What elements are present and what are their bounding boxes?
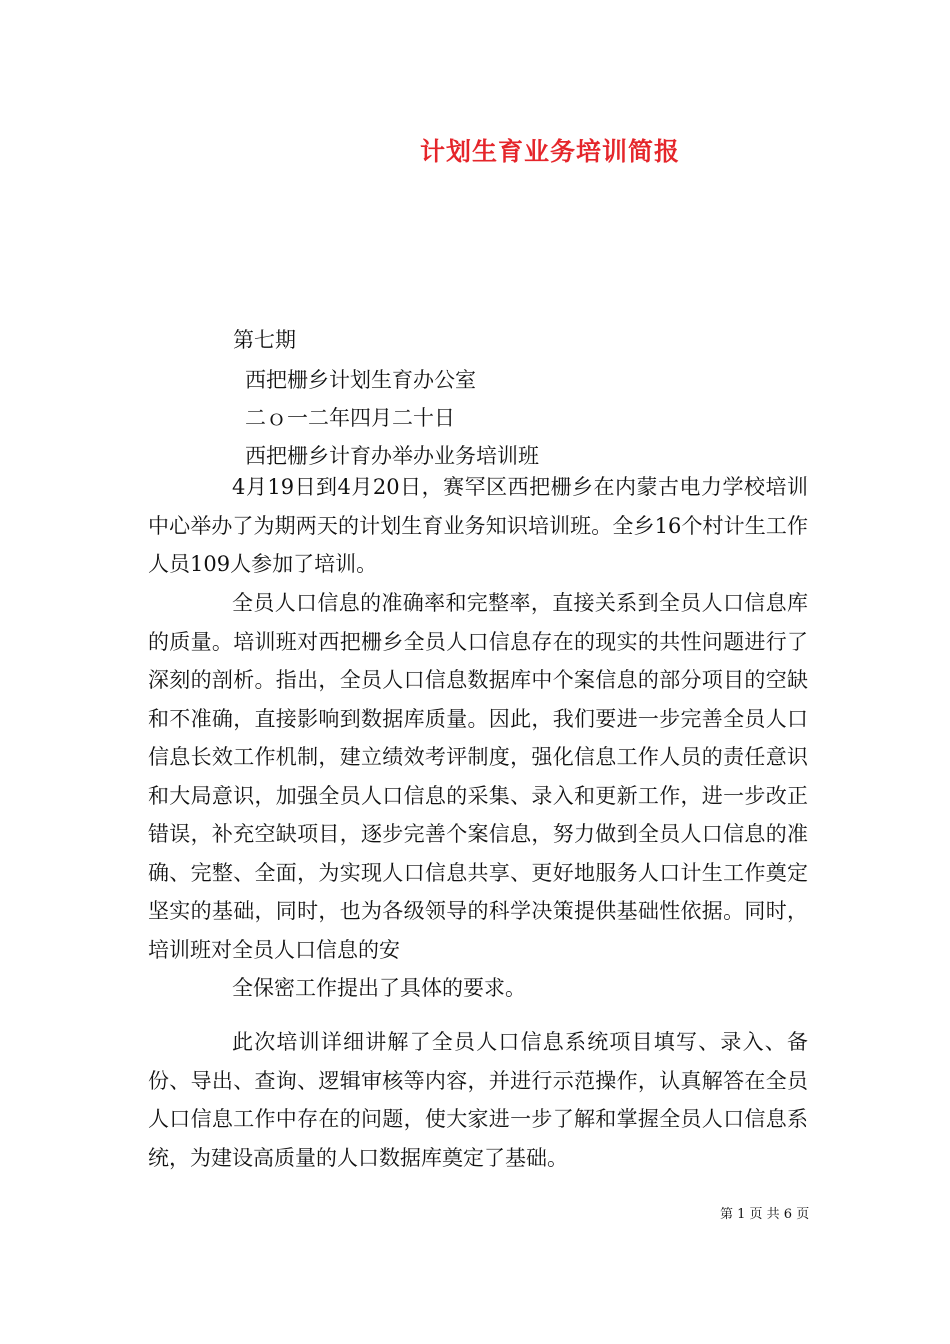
paragraph-text: 全员人口信息的准确率和完整率，直接关系到全员人口信息库的质量。培训班对西把栅乡全员人口信息存在的现实的共性问题进行了深刻的剖析。指出，全员人口信息数据库中个案信息的部分项目的空缺和不准确，直接影响到数据库质量。因此，我们要进一步完善全员人口信息长效工作机制，建立绩效考评制度，强化信息工作人员的责任意识和大局意识，加强全员人口信息的采集、录入和更新工作，进一步改正错误，补充空缺项目，逐步完善个案信息，努力做到全员人口信息的准确、完整、全面，为实现人口信息共享、更好地服务人口计生工作奠定坚实的基础，同时，也为各级领导的科学决策提供基础性依据。同时，培训班对全员人口信息的安 <box>148 591 808 962</box>
issue-number: 第七期 <box>233 328 296 352</box>
paragraph-text: 此次培训详细讲解了全员人口信息系统项目填写、录入、备份、导出、查询、逻辑审核等内容，并进行示范操作，认真解答在全员人口信息工作中存在的问题，使大家进一步了解和掌握全员人口信息系统，为建设高质量的人口数据库奠定了基础。 <box>148 1030 808 1170</box>
document-title: 计划生育业务培训简报 <box>419 137 680 166</box>
paragraph-text: 4月19日到4月20日，赛罕区西把栅乡在内蒙古电力学校培训中心举办了为期两天的计划生育业务知识培训班。全乡16个村计生工作人员109人参加了培训。 <box>148 475 808 576</box>
body-paragraph-2 <box>148 584 808 969</box>
issue-date: 二ｏ一二年四月二十日 <box>245 406 455 430</box>
body-paragraph-3 <box>148 969 808 1008</box>
paragraph-text: 全保密工作提出了具体的要求。 <box>232 976 526 1000</box>
office-name: 西把栅乡计划生育办公室 <box>245 368 476 392</box>
page-number-footer: 第 1 页 共 6 页 <box>720 1207 810 1222</box>
body-paragraph-1 <box>148 468 808 584</box>
body-paragraph-4 <box>148 1023 808 1177</box>
article-headline: 西把栅乡计育办举办业务培训班 <box>245 444 539 468</box>
